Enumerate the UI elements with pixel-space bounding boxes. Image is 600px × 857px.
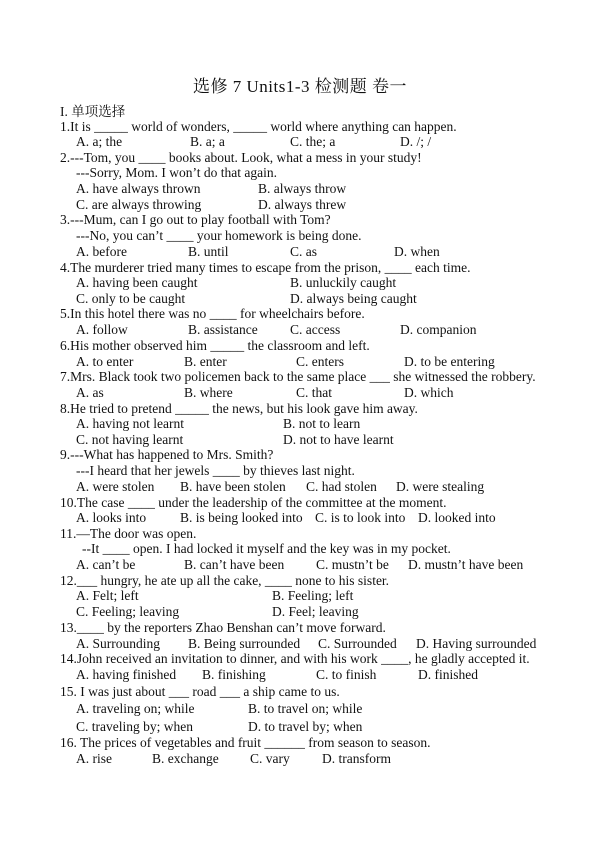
option-c: C. traveling by; when [76,719,193,734]
option-d: D. mustn’t have been [408,557,524,572]
option-d: D. to be entering [404,354,495,369]
question-stem: 13.____ by the reporters Zhao Benshan can’t move forward. [60,620,386,635]
option-a: A. follow [76,322,128,337]
option-a: A. before [76,244,127,259]
option-c: C. Surrounded [318,636,397,651]
option-b: B. have been stolen [180,479,286,494]
option-b: B. is being looked into [180,510,303,525]
question-stem: 5.In this hotel there was no ____ for wheelchairs before. [60,306,365,321]
option-c: C. as [290,244,317,259]
question-stem: 7.Mrs. Black took two policemen back to the same place ___ she witnessed the robbery. [60,369,536,384]
question-reply: ---I heard that her jewels ____ by thieves last night. [76,463,355,478]
option-d: D. when [394,244,440,259]
question-stem: 9.---What has happened to Mrs. Smith? [60,447,274,462]
option-a: A. having finished [76,667,177,682]
question-stem: 14.John received an invitation to dinner, and with his work ____, he gladly accepted it. [60,651,530,666]
option-a: A. traveling on; while [76,701,195,716]
option-d: D. transform [322,751,391,766]
question-stem: 1.It is _____ world of wonders, _____ world where anything can happen. [60,119,457,134]
question-stem: 6.His mother observed him _____ the classroom and left. [60,338,370,353]
option-c: C. is to look into [315,510,406,525]
option-a: A. looks into [76,510,147,525]
option-c: C. are always throwing [76,197,202,212]
question-stem: 10.The case ____ under the leadership of the committee at the moment. [60,495,447,510]
option-b: B. to travel on; while [248,701,363,716]
option-c: C. the; a [290,134,336,149]
option-c: C. vary [250,751,290,766]
option-d: D. which [404,385,454,400]
option-b: B. Being surrounded [188,636,301,651]
option-a: A. Surrounding [76,636,160,651]
option-b: B. unluckily caught [290,275,397,290]
option-b: B. can’t have been [184,557,285,572]
option-b: B. assistance [188,322,258,337]
option-c: C. to finish [316,667,377,682]
option-c: C. enters [296,354,344,369]
option-a: A. having been caught [76,275,198,290]
option-c: C. had stolen [306,479,377,494]
option-a: A. Felt; left [76,588,139,603]
option-c: C. access [290,322,341,337]
question-reply: ---Sorry, Mom. I won’t do that again. [76,165,277,180]
option-b: B. where [184,385,233,400]
option-d: D. /; / [400,134,432,149]
question-stem: 2.---Tom, you ____ books about. Look, what a mess in your study! [60,150,422,165]
page-title: 选修 7 Units1-3 检测题 卷一 [193,77,407,96]
option-b: B. a; a [190,134,225,149]
option-a: A. can’t be [76,557,136,572]
option-c: C. Feeling; leaving [76,604,180,619]
option-d: D. finished [418,667,478,682]
option-b: B. Feeling; left [272,588,354,603]
option-d: D. Having surrounded [416,636,537,651]
option-d: D. to travel by; when [248,719,363,734]
option-c: C. that [296,385,332,400]
option-a: A. having not learnt [76,416,184,431]
question-stem: 12.___ hungry, he ate up all the cake, ____ none to his sister. [60,573,390,588]
option-a: A. were stolen [76,479,155,494]
option-a: A. have always thrown [76,181,201,196]
option-d: D. were stealing [396,479,485,494]
option-b: B. until [188,244,229,259]
question-stem: 3.---Mum, can I go out to play football with Tom? [60,212,331,227]
section-heading: I. 单项选择 [60,104,126,119]
option-b: B. enter [184,354,227,369]
option-d: D. always being caught [290,291,417,306]
option-b: B. exchange [152,751,219,766]
option-b: B. finishing [202,667,266,682]
option-d: D. Feel; leaving [272,604,359,619]
option-b: B. always throw [258,181,347,196]
option-d: D. always threw [258,197,347,212]
option-c: C. mustn’t be [316,557,389,572]
question-stem: 8.He tried to pretend _____ the news, but his look gave him away. [60,401,418,416]
question-stem: 15. I was just about ___ road ___ a ship came to us. [60,684,340,699]
option-a: A. to enter [76,354,134,369]
question-stem: 16. The prices of vegetables and fruit ______ from season to season. [60,735,431,750]
question-stem: 4.The murderer tried many times to escape from the prison, ____ each time. [60,260,471,275]
option-a: A. as [76,385,104,400]
question-stem: 11.—The door was open. [60,526,197,541]
option-b: B. not to learn [283,416,361,431]
question-reply: --It ____ open. I had locked it myself and the key was in my pocket. [82,541,451,556]
question-reply: ---No, you can’t ____ your homework is being done. [76,228,362,243]
option-c: C. only to be caught [76,291,186,306]
option-c: C. not having learnt [76,432,184,447]
option-d: D. not to have learnt [283,432,394,447]
option-d: D. companion [400,322,477,337]
option-d: D. looked into [418,510,496,525]
option-a: A. rise [76,751,112,766]
option-a: A. a; the [76,134,123,149]
